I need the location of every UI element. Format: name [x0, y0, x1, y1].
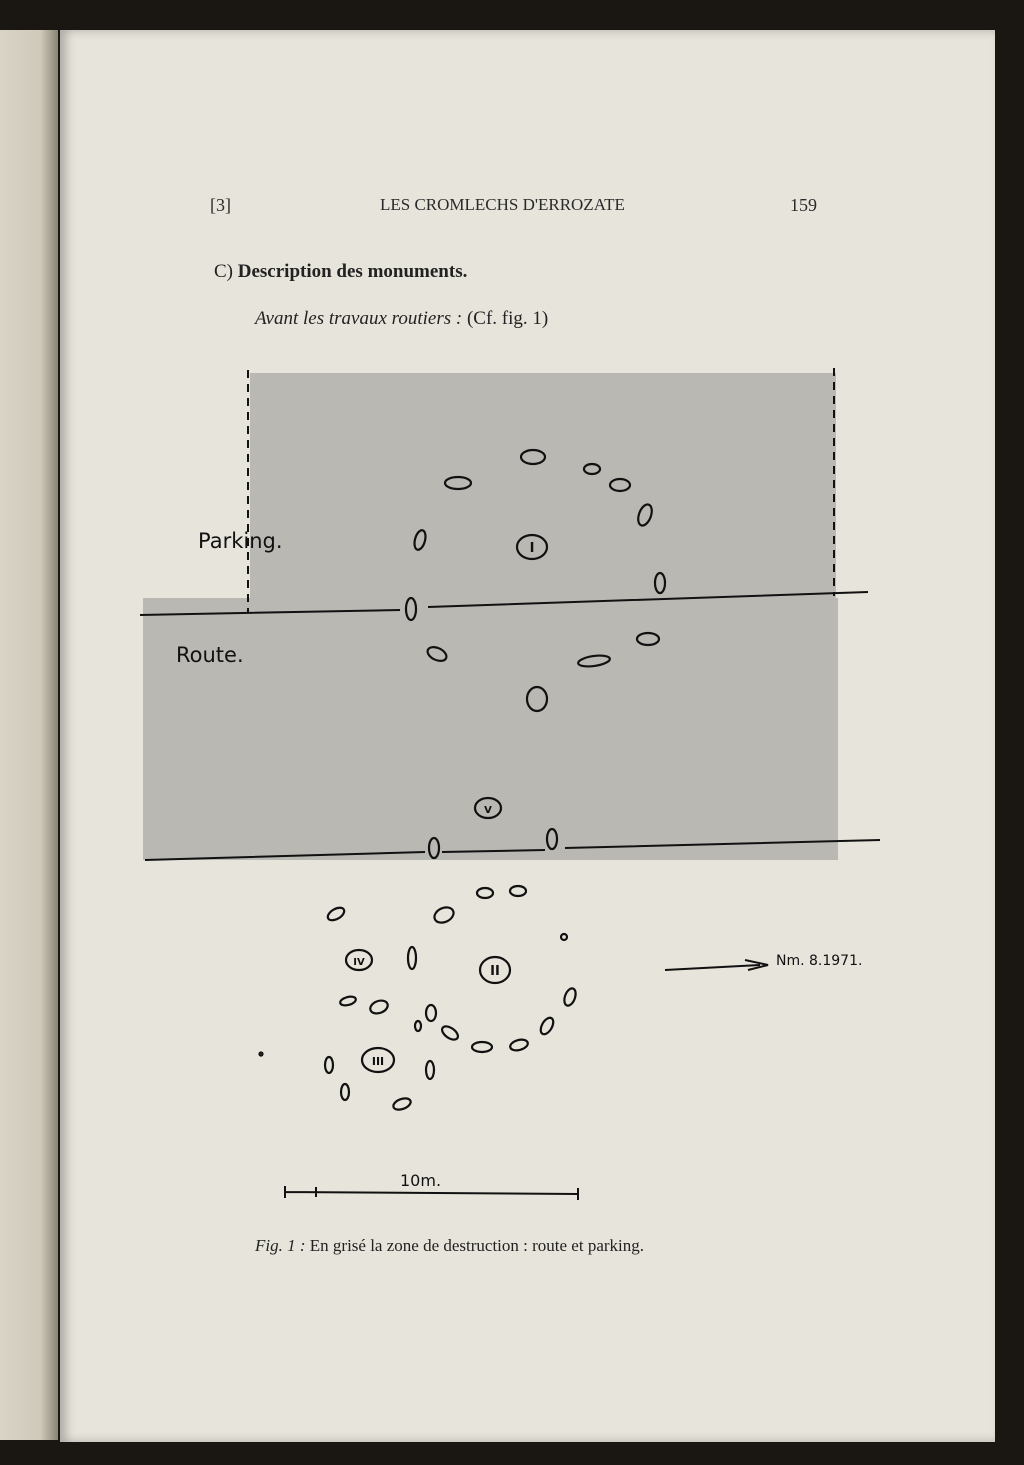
monument-label-iv: IV [353, 957, 365, 968]
north-label: Nm. 8.1971. [776, 953, 863, 969]
section-number: [3] [210, 195, 231, 215]
subheading-italic: Avant les travaux routiers : [255, 308, 463, 329]
monument-label-ii: II [490, 964, 500, 979]
monument-label-i: I [529, 541, 535, 556]
scale-label: 10m. [400, 1171, 442, 1190]
figure-caption [255, 1236, 644, 1256]
running-title: LES CROMLECHS D'ERROZATE [380, 195, 625, 214]
caption-label: Fig. 1 : [255, 1236, 306, 1255]
monument-label-iii: III [371, 1055, 385, 1068]
page-number: 159 [790, 195, 817, 215]
route-label: Route. [176, 643, 244, 667]
parking-label: Parking. [198, 529, 283, 553]
monument-label-v: V [484, 805, 492, 816]
heading-prefix: C) [214, 261, 233, 282]
heading-text: Description des monuments. [237, 261, 468, 282]
caption-text: En grisé la zone de destruction : route et parking. [309, 1236, 645, 1255]
figure-reference: (Cf. fig. 1) [466, 308, 549, 329]
